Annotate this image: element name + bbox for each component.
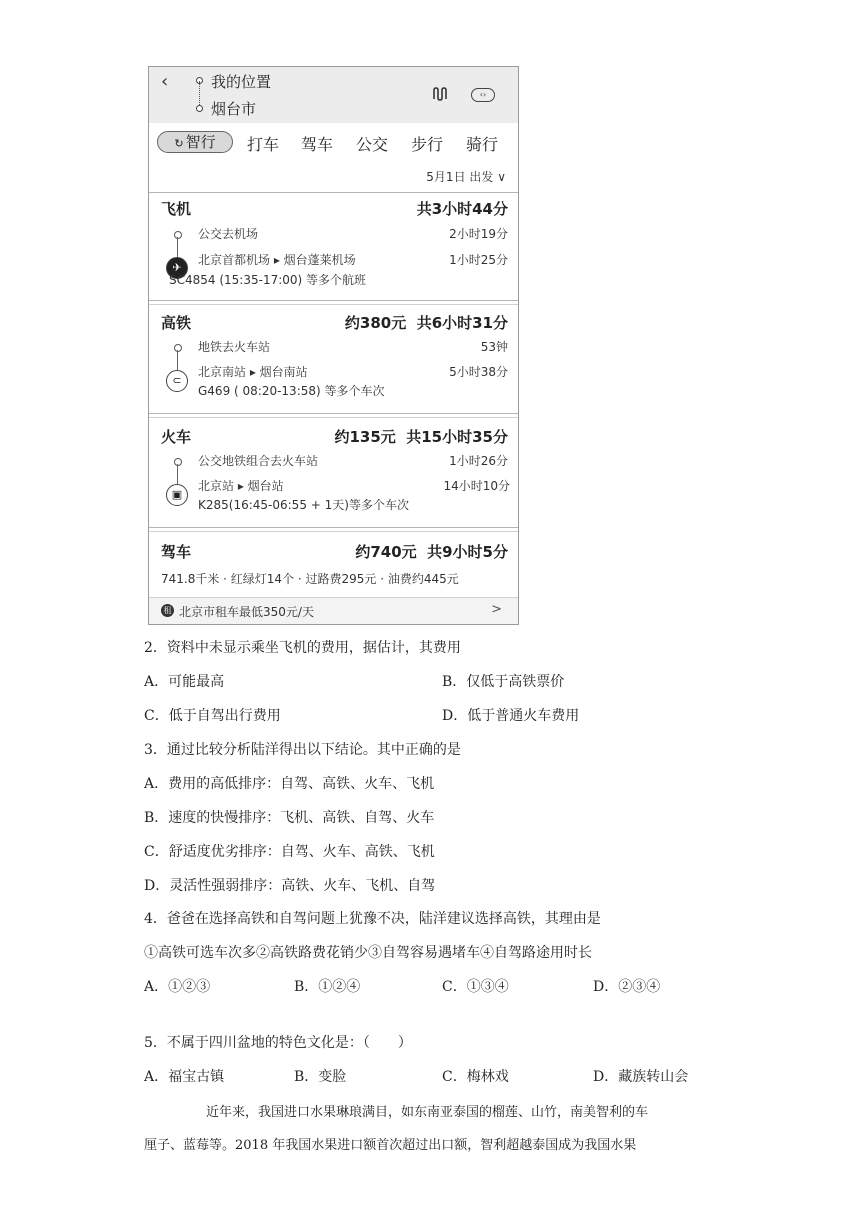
plane-title: 飞机 (161, 200, 192, 218)
question-3: 3．通过比较分析陆洋得出以下结论。其中正确的是 (144, 742, 461, 758)
q3-option-b: B．速度的快慢排序：飞机、高铁、自驾、火车 (144, 810, 435, 826)
divider (149, 531, 518, 532)
hsr-step2-time: 5小时38分 (449, 365, 508, 379)
plane-step1: 公交去机场 (198, 227, 259, 241)
drive-summary: 约740元 共9小时5分 (355, 543, 508, 561)
rental-icon: 租 (161, 604, 174, 617)
q2-option-c: C．低于自驾出行费用 (144, 708, 281, 724)
question-4: 4．爸爸在选择高铁和自驾问题上犹豫不决，陆洋建议选择高铁，其理由是 (144, 911, 601, 927)
destination-field[interactable]: 烟台市 (211, 100, 257, 118)
train-detail: K285(16:45-06:55 + 1天)等多个车次 (198, 498, 409, 512)
divider (149, 304, 518, 305)
q4-option-c: C．①③④ (442, 979, 509, 995)
question-2: 2．资料中未显示乘坐飞机的费用，据估计，其费用 (144, 640, 461, 656)
tab-drive[interactable]: 驾车 (301, 135, 334, 154)
hsr-summary: 约380元 共6小时31分 (344, 314, 508, 332)
options-icon[interactable]: ‹› (471, 88, 495, 102)
swap-icon[interactable] (432, 87, 452, 105)
route-planner-screenshot (148, 66, 519, 625)
train-step1-time: 1小时26分 (449, 454, 508, 468)
train-icon: ▣ (166, 484, 188, 506)
q5-option-c: C．梅林戏 (442, 1069, 509, 1085)
tab-walk[interactable]: 步行 (411, 135, 444, 154)
back-icon[interactable]: ‹ (161, 71, 169, 92)
q4-option-b: B．①②④ (294, 979, 361, 995)
plane-step2: 北京首都机场 ▸ 烟台蓬莱机场 (198, 253, 356, 267)
q2-option-d: D．低于普通火车费用 (442, 708, 580, 724)
route-connector (199, 81, 200, 107)
smart-icon: ↻ (174, 137, 184, 150)
q2-option-a: A．可能最高 (144, 674, 225, 690)
hsr-detail: G469 ( 08:20-13:58) 等多个车次 (198, 384, 385, 398)
route-input-box (149, 67, 518, 123)
origin-field[interactable]: 我的位置 (211, 73, 272, 91)
hsr-step1: 地铁去火车站 (198, 340, 271, 354)
train-title: 火车 (161, 428, 192, 446)
q3-option-a: A．费用的高低排序：自驾、高铁、火车、飞机 (144, 776, 435, 792)
plane-summary: 共3小时44分 (416, 200, 508, 218)
tab-bus[interactable]: 公交 (356, 135, 389, 154)
q5-option-a: A．福宝古镇 (144, 1069, 225, 1085)
start-dot-icon (174, 458, 182, 466)
train-option[interactable] (149, 426, 518, 526)
car-rental-banner[interactable] (149, 597, 518, 625)
drive-option[interactable] (149, 541, 518, 597)
q3-option-d: D．灵活性强弱排序：高铁、火车、飞机、自驾 (144, 878, 436, 894)
q4-option-a: A．①②③ (144, 979, 211, 995)
question-5: 5．不属于四川盆地的特色文化是：（ ） (144, 1035, 412, 1051)
train-step2-time: 14小时10分 (443, 479, 510, 493)
q5-option-b: B．变脸 (294, 1069, 347, 1085)
passage-line-2: 厘子、蓝莓等。2018 年我国水果进口额首次超过出口额，智利超越泰国成为我国水果 (144, 1138, 637, 1153)
divider (149, 300, 518, 301)
chevron-right-icon: > (491, 602, 502, 617)
hsr-option[interactable] (149, 312, 518, 412)
q4-option-d: D．②③④ (593, 979, 661, 995)
start-dot-icon (174, 344, 182, 352)
plane-option[interactable] (149, 198, 518, 298)
tab-taxi[interactable]: 打车 (247, 135, 280, 154)
drive-detail: 741.8千米 · 红绿灯14个 · 过路费295元 · 油费约445元 (161, 572, 459, 586)
departure-date-selector[interactable]: 5月1日 出发 ∨ (426, 170, 506, 184)
train-step1: 公交地铁组合去火车站 (198, 454, 319, 468)
train-step2: 北京站 ▸ 烟台站 (198, 479, 284, 493)
divider (149, 417, 518, 418)
q2-option-b: B．仅低于高铁票价 (442, 674, 565, 690)
drive-title: 驾车 (161, 543, 192, 561)
hsr-step1-time: 53钟 (480, 340, 508, 354)
train-summary: 约135元 共15小时35分 (334, 428, 508, 446)
tab-smart[interactable]: ↻ 智行 (157, 131, 233, 153)
rental-text: 北京市租车最低350元/天 (179, 605, 314, 619)
plane-detail: SC4854 (15:35-17:00) 等多个航班 (169, 273, 367, 287)
plane-step1-time: 2小时19分 (449, 227, 508, 241)
q5-option-d: D．藏族转山会 (593, 1069, 689, 1085)
start-dot-icon (174, 231, 182, 239)
divider (149, 192, 518, 193)
hsr-step2: 北京南站 ▸ 烟台南站 (198, 365, 308, 379)
tab-bike[interactable]: 骑行 (466, 135, 499, 154)
destination-dot-icon (196, 105, 203, 112)
q3-option-c: C．舒适度优劣排序：自驾、火车、高铁、飞机 (144, 844, 435, 860)
divider (149, 413, 518, 414)
plane-icon: ✈ (166, 257, 188, 279)
passage-line-1: 近年来，我国进口水果琳琅满目，如东南亚泰国的榴莲、山竹，南美智利的车 (206, 1105, 649, 1120)
high-speed-train-icon: ⊂ (166, 370, 188, 392)
q4-statements: ①高铁可选车次多②高铁路费花销少③自驾容易遇堵车④自驾路途用时长 (144, 945, 592, 961)
plane-step2-time: 1小时25分 (449, 253, 508, 267)
hsr-title: 高铁 (161, 314, 192, 332)
transport-mode-tabs (149, 129, 518, 159)
divider (149, 527, 518, 528)
